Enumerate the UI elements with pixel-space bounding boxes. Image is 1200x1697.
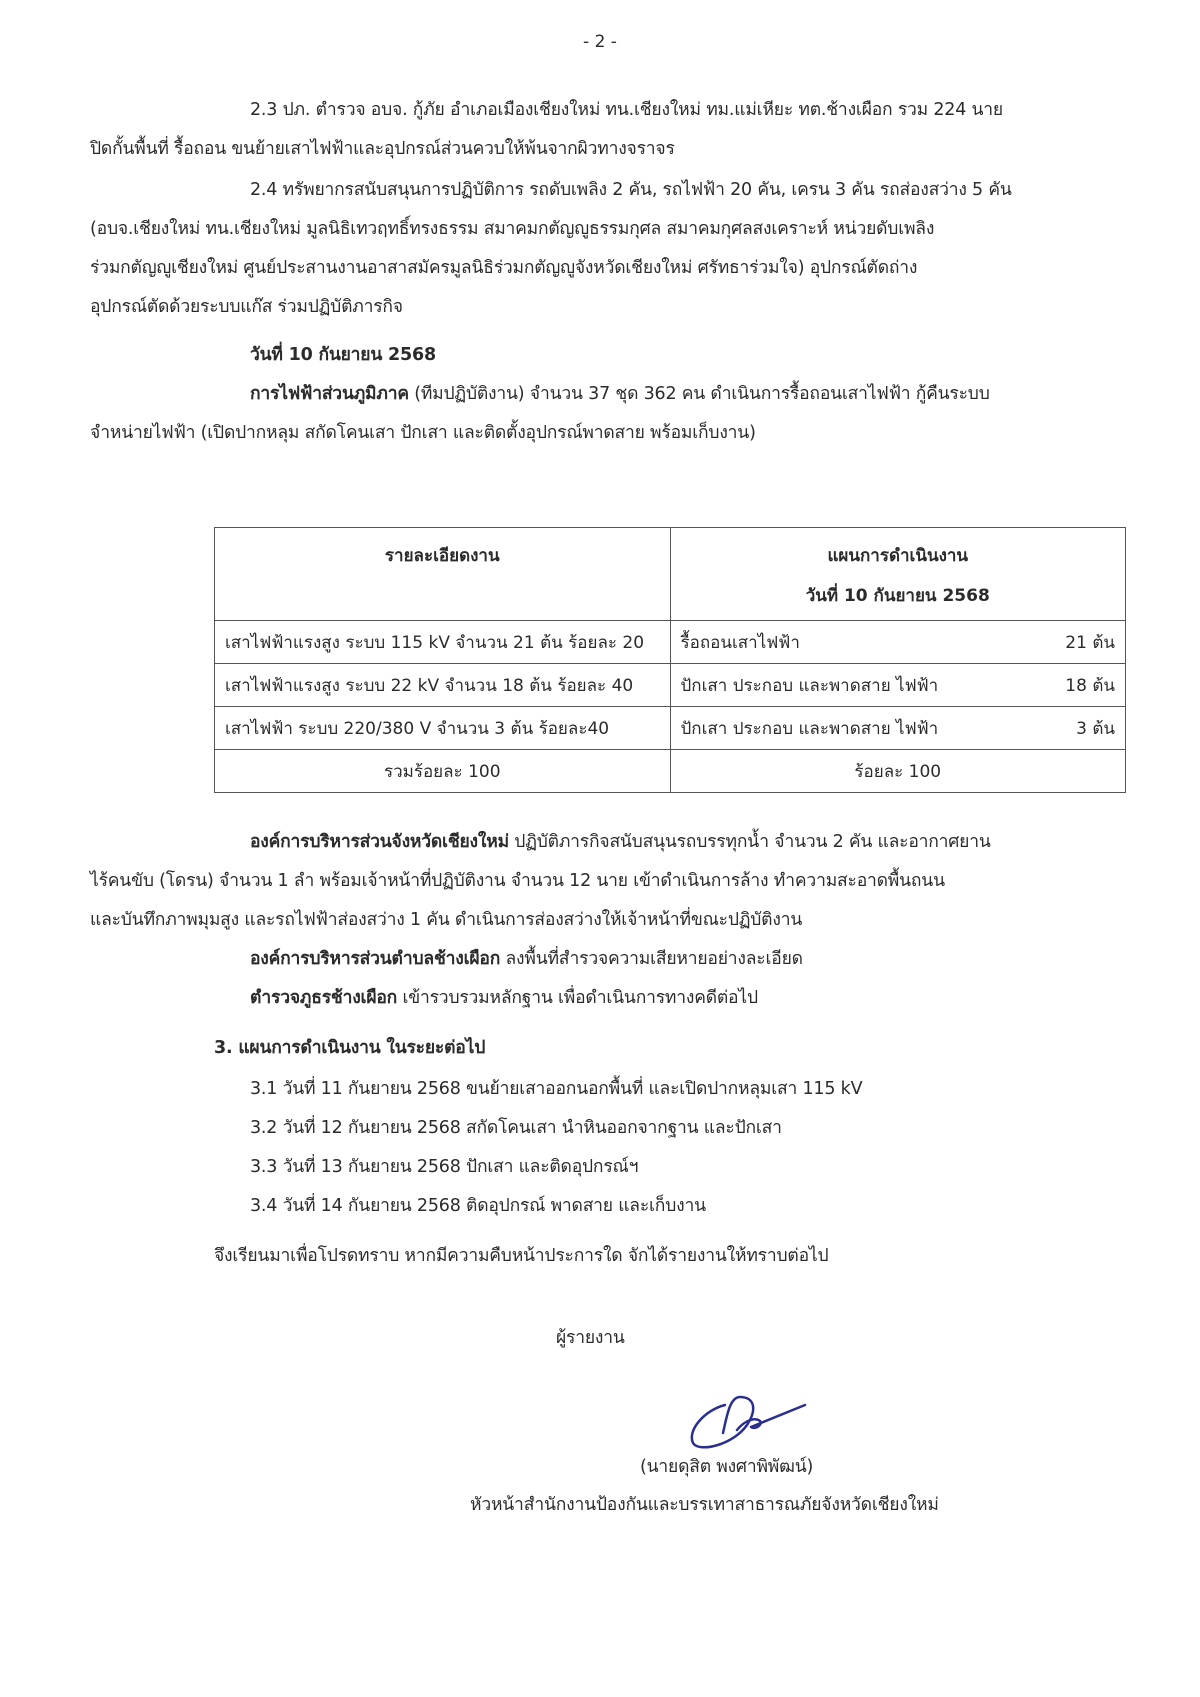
plan-item: 3.1 วันที่ 11 กันยายน 2568 ขนย้ายเสาออกนอกพื้นที่ และเปิดปากหลุมเสา 115 kV <box>250 1079 863 1099</box>
row-detail: เสาไฟฟ้าแรงสูง ระบบ 22 kV จำนวน 18 ต้น ร้อยละ 40 <box>215 664 671 707</box>
police-paragraph: ตำรวจภูธรช้างเผือก เข้ารวบรวมหลักฐาน เพื่อดำเนินการทางคดีต่อไป <box>250 988 758 1008</box>
pea-paragraph-line1 <box>250 379 990 407</box>
date-heading: วันที่ 10 กันยายน 2568 <box>250 345 436 365</box>
section-2-4-line3: ร่วมกตัญญูเชียงใหม่ ศูนย์ประสานงานอาสาสมัครมูลนิธิร่วมกตัญญูจังหวัดเชียงใหม่ ศรัทธาร่วมใจ) อุปกรณ์ตัดถ่าง <box>90 258 918 278</box>
sao-paragraph: องค์การบริหารส่วนตำบลช้างเผือก ลงพื้นที่สำรวจความเสียหายอย่างละเอียด <box>250 949 803 969</box>
page-number: - 2 - <box>583 32 617 52</box>
col-header-plan: แผนการดำเนินงาน วันที่ 10 กันยายน 2568 <box>670 528 1126 621</box>
signer-name: (นายดุสิต พงศาพิพัฒน์) <box>640 1457 814 1477</box>
row-detail: เสาไฟฟ้า ระบบ 220/380 V จำนวน 3 ต้น ร้อยละ40 <box>215 707 671 750</box>
table-header-row <box>215 528 1126 621</box>
total-left: รวมร้อยละ 100 <box>215 750 671 793</box>
section-2-3-line2: ปิดกั้นพื้นที่ รื้อถอน ขนย้ายเสาไฟฟ้าและอุปกรณ์ส่วนควบให้พ้นจากผิวทางจราจร <box>90 139 675 159</box>
pea-label: การไฟฟ้าส่วนภูมิภาค <box>250 384 409 404</box>
plan-item: 3.2 วันที่ 12 กันยายน 2568 สกัดโคนเสา นำหินออกจากฐาน และปักเสา <box>250 1118 782 1138</box>
signer-position: หัวหน้าสำนักงานป้องกันและบรรเทาสาธารณภัยจังหวัดเชียงใหม่ <box>470 1495 939 1515</box>
row-plan: ปักเสา ประกอบ และพาดสาย ไฟฟ้า 18 ต้น <box>670 664 1126 707</box>
pao-label: องค์การบริหารส่วนจังหวัดเชียงใหม่ <box>250 832 509 852</box>
table-row <box>215 664 1126 707</box>
table-row <box>215 707 1126 750</box>
pea-paragraph-line2: จำหน่ายไฟฟ้า (เปิดปากหลุม สกัดโคนเสา ปักเสา และติดตั้งอุปกรณ์พาดสาย พร้อมเก็บงาน) <box>90 423 756 443</box>
table-row <box>215 621 1126 664</box>
sao-label: องค์การบริหารส่วนตำบลช้างเผือก <box>250 949 501 969</box>
work-plan-table <box>214 527 1126 793</box>
section-2-3-line1: 2.3 ปภ. ตำรวจ อบจ. กู้ภัย อำเภอเมืองเชียงใหม่ ทน.เชียงใหม่ ทม.แม่เหียะ ทต.ช้างเผือก รวม 224 นาย <box>250 100 1003 120</box>
signature-icon <box>685 1385 815 1455</box>
row-plan: ปักเสา ประกอบ และพาดสาย ไฟฟ้า 3 ต้น <box>670 707 1126 750</box>
section-3-heading: 3. แผนการดำเนินงาน ในระยะต่อไป <box>214 1038 486 1058</box>
plan-item: 3.4 วันที่ 14 กันยายน 2568 ติดอุปกรณ์ พาดสาย และเก็บงาน <box>250 1196 706 1216</box>
section-2-4-line4: อุปกรณ์ตัดด้วยระบบแก๊ส ร่วมปฏิบัติภารกิจ <box>90 297 403 317</box>
plan-item: 3.3 วันที่ 13 กันยายน 2568 ปักเสา และติดอุปกรณ์ฯ <box>250 1157 639 1177</box>
pao-paragraph-line3: และบันทึกภาพมุมสูง และรถไฟฟ้าส่องสว่าง 1 คัน ดำเนินการส่องสว่างให้เจ้าหน้าที่ขณะปฏิบัติงาน <box>90 910 803 930</box>
row-plan: รื้อถอนเสาไฟฟ้า 21 ต้น <box>670 621 1126 664</box>
total-right: ร้อยละ 100 <box>670 750 1126 793</box>
pea-line1-text: (ทีมปฏิบัติงาน) จำนวน 37 ชุด 362 คน ดำเนินการรื้อถอนเสาไฟฟ้า กู้คืนระบบ <box>408 384 990 404</box>
table-total-row <box>215 750 1126 793</box>
pao-paragraph-line1: องค์การบริหารส่วนจังหวัดเชียงใหม่ ปฏิบัติภารกิจสนับสนุนรถบรรทุกน้ำ จำนวน 2 คัน และอากาศยาน <box>250 832 991 852</box>
col-header-detail: รายละเอียดงาน <box>215 528 671 621</box>
section-2-4-line2: (อบจ.เชียงใหม่ ทน.เชียงใหม่ มูลนิธิเทวฤทธิ์ทรงธรรม สมาคมกตัญญูธรรมกุศล สมาคมกุศลสงเคราะห์ หน่วยดับเพลิง <box>90 219 935 239</box>
row-detail: เสาไฟฟ้าแรงสูง ระบบ 115 kV จำนวน 21 ต้น ร้อยละ 20 <box>215 621 671 664</box>
reporter-label: ผู้รายงาน <box>556 1328 625 1348</box>
closing-text: จึงเรียนมาเพื่อโปรดทราบ หากมีความคืบหน้าประการใด จักได้รายงานให้ทราบต่อไป <box>214 1246 829 1266</box>
police-label: ตำรวจภูธรช้างเผือก <box>250 988 398 1008</box>
pao-paragraph-line2: ไร้คนขับ (โดรน) จำนวน 1 ลำ พร้อมเจ้าหน้าที่ปฏิบัติงาน จำนวน 12 นาย เข้าดำเนินการล้าง ทำความสะอาดพื้นถนน <box>90 871 945 891</box>
section-2-4-line1: 2.4 ทรัพยากรสนับสนุนการปฏิบัติการ รถดับเพลิง 2 คัน, รถไฟฟ้า 20 คัน, เครน 3 คัน รถส่องสว่าง 5 คัน <box>250 180 1012 200</box>
